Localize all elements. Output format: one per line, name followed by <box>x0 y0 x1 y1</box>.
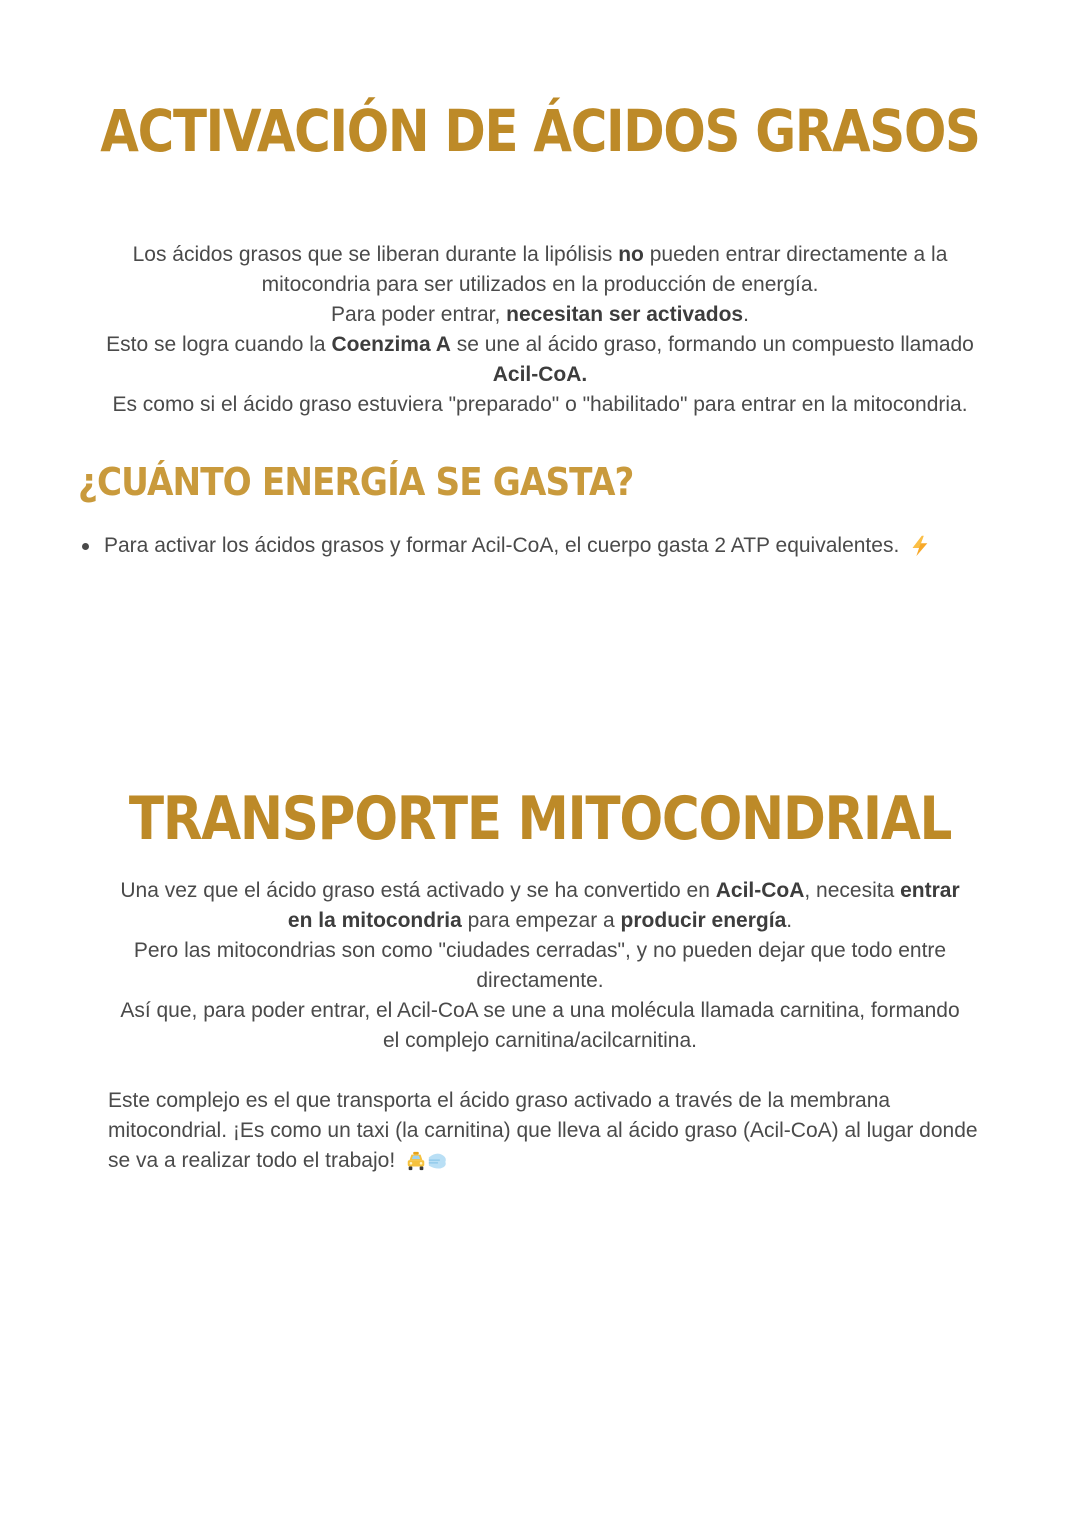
intro-text: . <box>743 303 749 326</box>
energy-cost-list <box>80 531 960 561</box>
intro-text: Los ácidos grasos que se liberan durante la lipólisis <box>132 243 619 266</box>
activation-intro-paragraph <box>100 240 980 420</box>
intro-text: pueden entrar directamente a la mitocondria para ser utilizados en la producción de energía. <box>261 243 948 296</box>
intro-bold-acilcoa: Acil-CoA. <box>492 363 588 386</box>
transport-intro-paragraph <box>110 876 970 1056</box>
transport-text: Pero las mitocondrias son como "ciudades cerradas", y no pueden dejar que todo entre directamente. <box>133 939 947 992</box>
lightning-bolt-icon <box>909 535 931 557</box>
intro-text: Para poder entrar, <box>331 303 507 326</box>
intro-text: Es como si el ácido graso estuviera "preparado" o "habilitado" para entrar en la mitocondria. <box>112 393 968 416</box>
transport-bold-acilcoa: Acil-CoA <box>715 879 805 902</box>
transport-text: Así que, para poder entrar, el Acil-CoA se une a una molécula llamada carnitina, formando el complejo carnitina/acilcarnitina. <box>120 999 960 1052</box>
list-item <box>80 531 960 561</box>
dashing-away-icon <box>427 1150 449 1172</box>
transport-text: , necesita <box>804 879 901 902</box>
taxi-icon <box>405 1150 427 1172</box>
transport-detail-paragraph <box>108 1086 980 1176</box>
transport-bold-mitocondria: entrar en la mitocondria <box>287 879 960 932</box>
transport-text: . <box>786 909 793 932</box>
intro-bold-activados: necesitan ser activados <box>506 303 744 326</box>
intro-text: se une al ácido graso, formando un compuesto llamado <box>450 333 974 356</box>
transport-detail-text: Este complejo es el que transporta el ácido graso activado a través de la membrana mitocondrial. ¡Es como un taxi (la carnitina) que lleva al ácido graso (Acil-CoA) al lugar donde se va a realizar todo el trabajo! <box>108 1089 978 1172</box>
transport-text: Una vez que el ácido graso está activado y se ha convertido en <box>120 879 716 902</box>
section-title-transporte: TRANSPORTE MITOCONDRIAL <box>128 784 952 854</box>
list-item-text: Para activar los ácidos grasos y formar Acil-CoA, el cuerpo gasta 2 ATP equivalentes. <box>104 534 900 557</box>
section-title-activacion: ACTIVACIÓN DE ÁCIDOS GRASOS <box>100 97 980 165</box>
transport-text: para empezar a <box>461 909 621 932</box>
energy-cost-subheading: ¿CUÁNTO ENERGÍA SE GASTA? <box>78 460 634 504</box>
transport-bold-energia: producir energía <box>620 909 787 932</box>
intro-bold-coenzima: Coenzima A <box>331 333 451 356</box>
intro-bold-no: no <box>618 243 644 266</box>
intro-text: Esto se logra cuando la <box>106 333 332 356</box>
bullet-icon <box>82 543 89 550</box>
